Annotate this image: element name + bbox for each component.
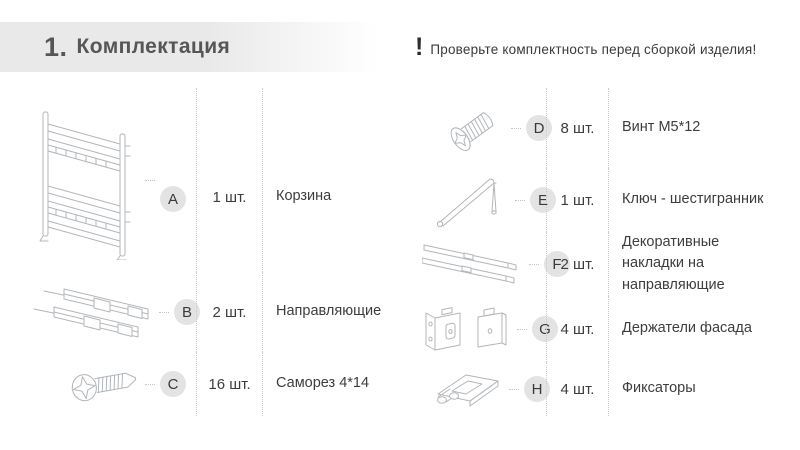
part-qty: 16 шт. [196, 352, 262, 416]
part-letter-badge: H [524, 376, 550, 402]
part-image-cell-e [420, 168, 546, 232]
fixators-icon [430, 366, 506, 412]
parts-table-right [420, 88, 782, 416]
leader-line [509, 389, 519, 390]
part-image-cell-c [30, 352, 196, 416]
part-name: Корзина [262, 88, 402, 272]
part-name: Фиксаторы [608, 362, 782, 416]
section-banner [0, 22, 378, 72]
part-letter-badge: B [174, 299, 200, 325]
part-image-cell-h [420, 362, 546, 416]
part-name: Декоративные накладки на направляющие [608, 232, 782, 296]
part-letter-badge: G [532, 316, 558, 342]
exclamation-icon: ! [415, 32, 424, 61]
leader-line [145, 180, 155, 181]
part-letter-badge: E [530, 187, 556, 213]
part-name: Направляющие [262, 272, 402, 352]
page-title: Комплектация [76, 35, 231, 58]
hex-key-icon [432, 170, 512, 230]
part-qty: 1 шт. [546, 168, 608, 232]
leader-line [511, 128, 521, 129]
part-letter-badge: A [160, 186, 186, 212]
part-name: Держатели фасада [608, 296, 782, 362]
bolt-icon [444, 97, 508, 159]
part-qty: 2 шт. [546, 232, 608, 296]
screw-icon [68, 360, 142, 408]
facade-holders-icon [422, 301, 514, 357]
part-name: Саморез 4*14 [262, 352, 402, 416]
part-image-cell-f [420, 232, 562, 296]
warning-text: Проверьте комплектность перед сборкой изделия! [430, 41, 757, 57]
part-qty: 4 шт. [546, 362, 608, 416]
leader-line [145, 384, 155, 385]
part-qty: 2 шт. [196, 272, 262, 352]
part-letter-badge: D [526, 115, 552, 141]
warning-note [415, 34, 756, 64]
slides-icon [32, 279, 156, 345]
part-name: Ключ - шестигранник [608, 168, 782, 232]
parts-table-left [30, 88, 402, 416]
part-qty: 4 шт. [546, 296, 608, 362]
part-image-cell-d [420, 88, 546, 168]
part-letter-badge: F [544, 251, 570, 277]
leader-line [159, 312, 169, 313]
part-letter-badge: C [160, 371, 186, 397]
basket-icon [32, 100, 142, 260]
step-number: 1. [44, 31, 68, 62]
part-name: Винт М5*12 [608, 88, 782, 168]
leader-line [529, 264, 539, 265]
part-image-cell-b [30, 272, 196, 352]
part-image-cell-g [420, 296, 551, 362]
leader-line [517, 329, 527, 330]
part-image-cell-a [30, 88, 196, 272]
leader-line [515, 200, 525, 201]
part-qty: 8 шт. [546, 88, 608, 168]
rail-covers-icon [422, 239, 526, 289]
part-qty: 1 шт. [196, 88, 262, 272]
